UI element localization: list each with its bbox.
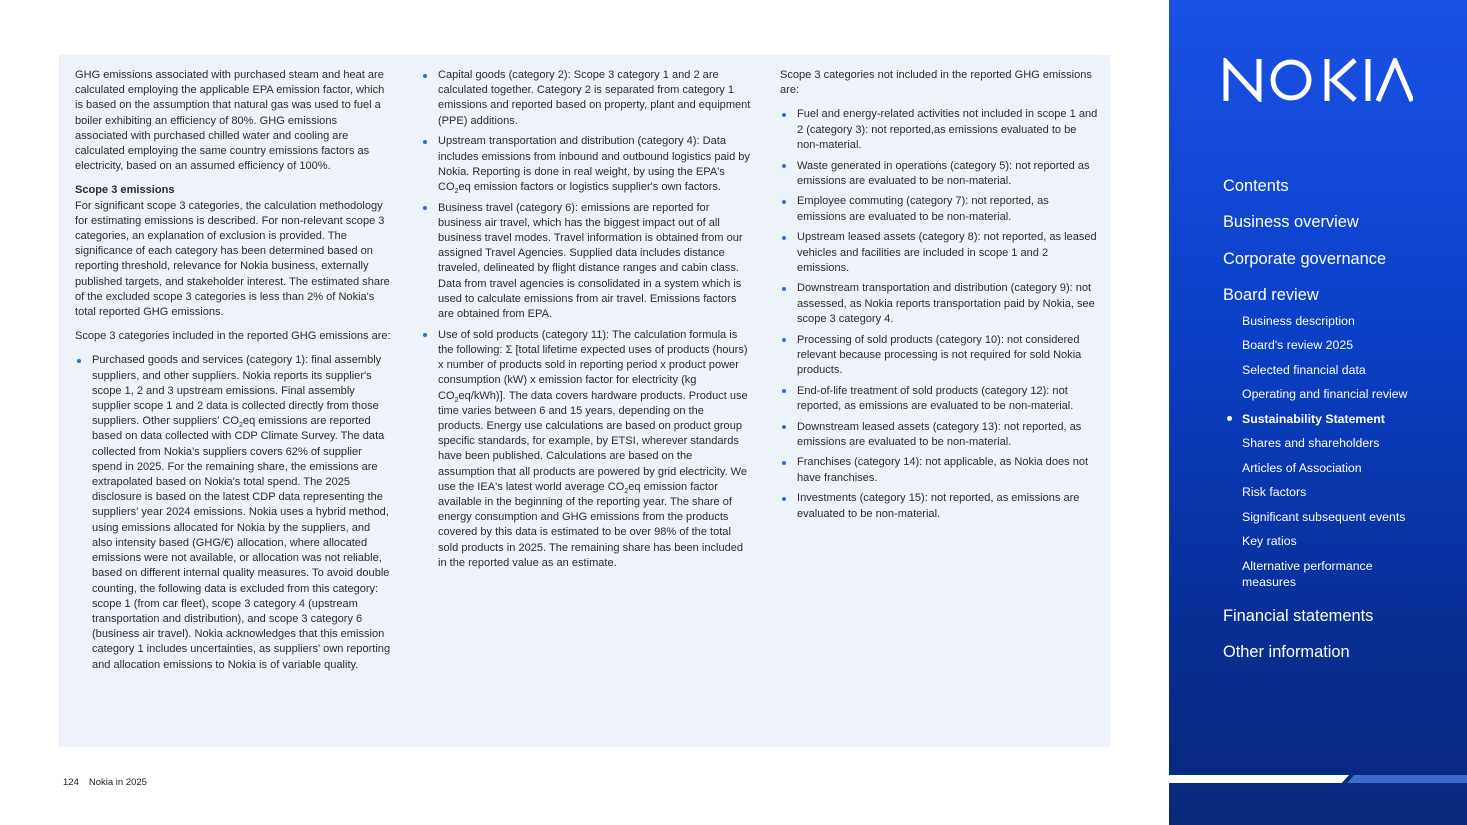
page-footer (63, 777, 157, 788)
decorative-stripe (1169, 775, 1349, 783)
nav-corporate-governance[interactable]: Corporate governance (1223, 250, 1387, 268)
list-item: Capital goods (category 2): Scope 3 category 1 and 2 are calculated together. Category 2 is separated from category 1 emissions and reported based on property, plant and equipment (PPE) additions. (421, 68, 751, 129)
nav-board-review[interactable]: Board review (1223, 286, 1319, 304)
column-1 (75, 68, 391, 678)
list-item (421, 134, 751, 195)
excluded-categories-list (780, 107, 1098, 521)
included-categories-list (75, 353, 391, 672)
nav-boards-review-2025[interactable]: Board's review 2025 (1242, 338, 1354, 352)
nokia-logo-icon (1223, 58, 1413, 102)
list-item: Fuel and energy-related activities not included in scope 1 and 2 (category 3): not reported,as emissions evaluated to be non-material. (780, 107, 1098, 153)
list-item: Waste generated in operations (category 5): not reported as emissions are evaluated to be non-material. (780, 159, 1098, 189)
list-item: Franchises (category 14): not applicable, as Nokia does not have franchises. (780, 455, 1098, 485)
sidebar (1169, 0, 1467, 825)
nav-significant-subsequent-events[interactable]: Significant subsequent events (1242, 510, 1406, 524)
nav-financial-statements[interactable]: Financial statements (1223, 607, 1374, 625)
active-indicator-icon (1227, 416, 1232, 421)
list-item: Upstream leased assets (category 8): not reported, as leased vehicles and facilities are included in scope 1 and 2 emissions. (780, 230, 1098, 276)
nav-alternative-performance-measures[interactable]: measures (1242, 575, 1296, 589)
paragraph-scope3-method: For significant scope 3 categories, the calculation methodology for estimating emissions is described. For non-relevant scope 3 categories, an explanation of exclusion is provided. The significance of each category has been determined based on reporting threshold, relevance for Nokia business, externally published targets, and stakeholder interest. The estimated share of the excluded scope 3 categories is less than 2% of Nokia's total reported GHG emissions. (75, 199, 390, 319)
nav-operating-financial-review[interactable]: Operating and financial review (1242, 387, 1408, 401)
nav-sustainability-statement[interactable]: Sustainability Statement (1242, 412, 1385, 426)
list-item: Downstream transportation and distribution (category 9): not assessed, as Nokia reports transportation paid by Nokia, see scope 3 category 4. (780, 281, 1098, 327)
subscript: 2 (624, 487, 629, 495)
included-categories-list-2 (421, 68, 751, 571)
subscript: 2 (454, 396, 459, 404)
nav-business-overview[interactable]: Business overview (1223, 213, 1359, 231)
bullet-text: eq emission factor available in the beginning of the reporting year. The share of energy consumption and GHG emissions from the products covered by this data is estimated to be over 98% of the total sold products in 2025. The remaining share has been included in the reported value as an estimate. (438, 480, 744, 569)
bullet-text: eq emission factors or logistics supplier's own factors. (458, 180, 721, 193)
bullet-text: eq/kWh)]. The data covers hardware products. Product use time varies between 6 and 15 years, depending on the products. Energy use calculations are based on product group specific standards, for example, by ETSI, wherever standards have been published. Calculations are based on the assumption that all products are powered by grid electricity. We use the IEA's latest world average CO (438, 389, 748, 493)
nav-key-ratios[interactable]: Key ratios (1242, 534, 1297, 548)
paragraph-not-included-intro: Scope 3 categories not included in the reported GHG emissions are: (780, 69, 1092, 97)
decorative-stripe-blue (1347, 775, 1467, 783)
list-item: End-of-life treatment of sold products (category 12): not reported, as emissions are evaluated to be non-material. (780, 384, 1098, 414)
nav-risk-factors[interactable]: Risk factors (1242, 485, 1307, 499)
document-title: Nokia in 2025 (88, 777, 147, 788)
list-item: Business travel (category 6): emissions are reported for business air travel, which has the biggest impact out of all business travel modes. Travel information is obtained from our assigned Travel Agencies. Supplied data includes distance traveled, delineated by flight distance ranges and cabin class. Data from travel agencies is consolidated in a system which is used to calculate emissions from air travel. Emissions factors are obtained from EPA. (421, 201, 751, 323)
list-item: Processing of sold products (category 10): not considered relevant because processing is not required for sold Nokia products. (780, 333, 1098, 379)
list-item: Investments (category 15): not reported, as emissions are evaluated to be non-material. (780, 491, 1098, 521)
paragraph-scope3-included-intro: Scope 3 categories included in the reported GHG emissions are: (75, 330, 391, 343)
nav-selected-financial-data[interactable]: Selected financial data (1242, 363, 1366, 377)
bullet-text: Use of sold products (category 11): The calculation formula is the following: Σ [total lifetime expected uses of products (hours) x number of products sold in reporting period x product power consumption (kW) x emission factor for electricity (kg CO (438, 328, 748, 402)
list-item: Downstream leased assets (category 13): not reported, as emissions are evaluated to be non-material. (780, 420, 1098, 450)
content-panel (59, 55, 1110, 747)
list-item (421, 328, 751, 571)
bullet-text: eq emissions are reported based on data collected with CDP Climate Survey. The data collected from Nokia's suppliers covers 62% of supplier spend in 2025. For the remaining share, the emissions are extrapolated based on Nokia's total spend. The 2025 disclosure is based on the latest CDP data representing the suppliers' year 2024 emissions. Nokia uses a hybrid method, using emissions allocated for Nokia by the suppliers, and also intensity based (GHG/€) allocation, where allocated emissions were not available, or allocation was not reliable, based on different internal quality measures. To avoid double counting, the following data is excluded from this category: scope 1 (from car fleet), scope 3 category 4 (upstream transportation and distribution), and scope 3 category 6 (business air travel). Nokia acknowledges that this emission category 1 includes uncertainties, as suppliers' own reporting and allocation emissions to Nokia is of variable quality. (92, 415, 391, 671)
bullet-text: Purchased goods and services (category 1): final assembly suppliers, and other suppliers. Nokia reports its supplier's scope 1, 2 and 3 upstream emissions. Final assembly supplier scope 1 and 2 data is collected directly from those suppliers. Other suppliers' CO (92, 354, 382, 428)
column-2 (421, 68, 751, 577)
nav-contents[interactable]: Contents (1223, 177, 1289, 195)
nav-shares-shareholders[interactable]: Shares and shareholders (1242, 436, 1380, 450)
paragraph-purchased-steam: GHG emissions associated with purchased steam and heat are calculated employing the applicable EPA emission factor, which is based on the assumption that natural gas was used to fuel a boiler exhibiting an efficiency of 80%. GHG emissions associated with purchased chilled water and cooling are calculated employing the same country emissions factors as electricity, based on an assumed efficiency of 100%. (75, 69, 385, 173)
nav-articles-of-association[interactable]: Articles of Association (1242, 461, 1362, 475)
subscript: 2 (239, 422, 243, 430)
nav-alternative-performance[interactable]: Alternative performance (1242, 559, 1373, 573)
list-item: Employee commuting (category 7): not reported, as emissions are evaluated to be non-material. (780, 194, 1098, 224)
bullet-text: Upstream transportation and distribution (category 4): Data includes emissions from inbound and outbound logistics paid by Nokia. Reporting is done in real weight, by using the EPA's CO (438, 135, 750, 193)
subscript: 2 (454, 188, 459, 196)
nokia-logo (1223, 58, 1413, 107)
nav-business-description[interactable]: Business description (1242, 314, 1355, 328)
nav-other-information[interactable]: Other information (1223, 643, 1350, 661)
heading-scope3: Scope 3 emissions (75, 184, 175, 197)
column-3 (780, 68, 1098, 527)
page-number: 124 (63, 777, 79, 788)
list-item (75, 353, 391, 672)
